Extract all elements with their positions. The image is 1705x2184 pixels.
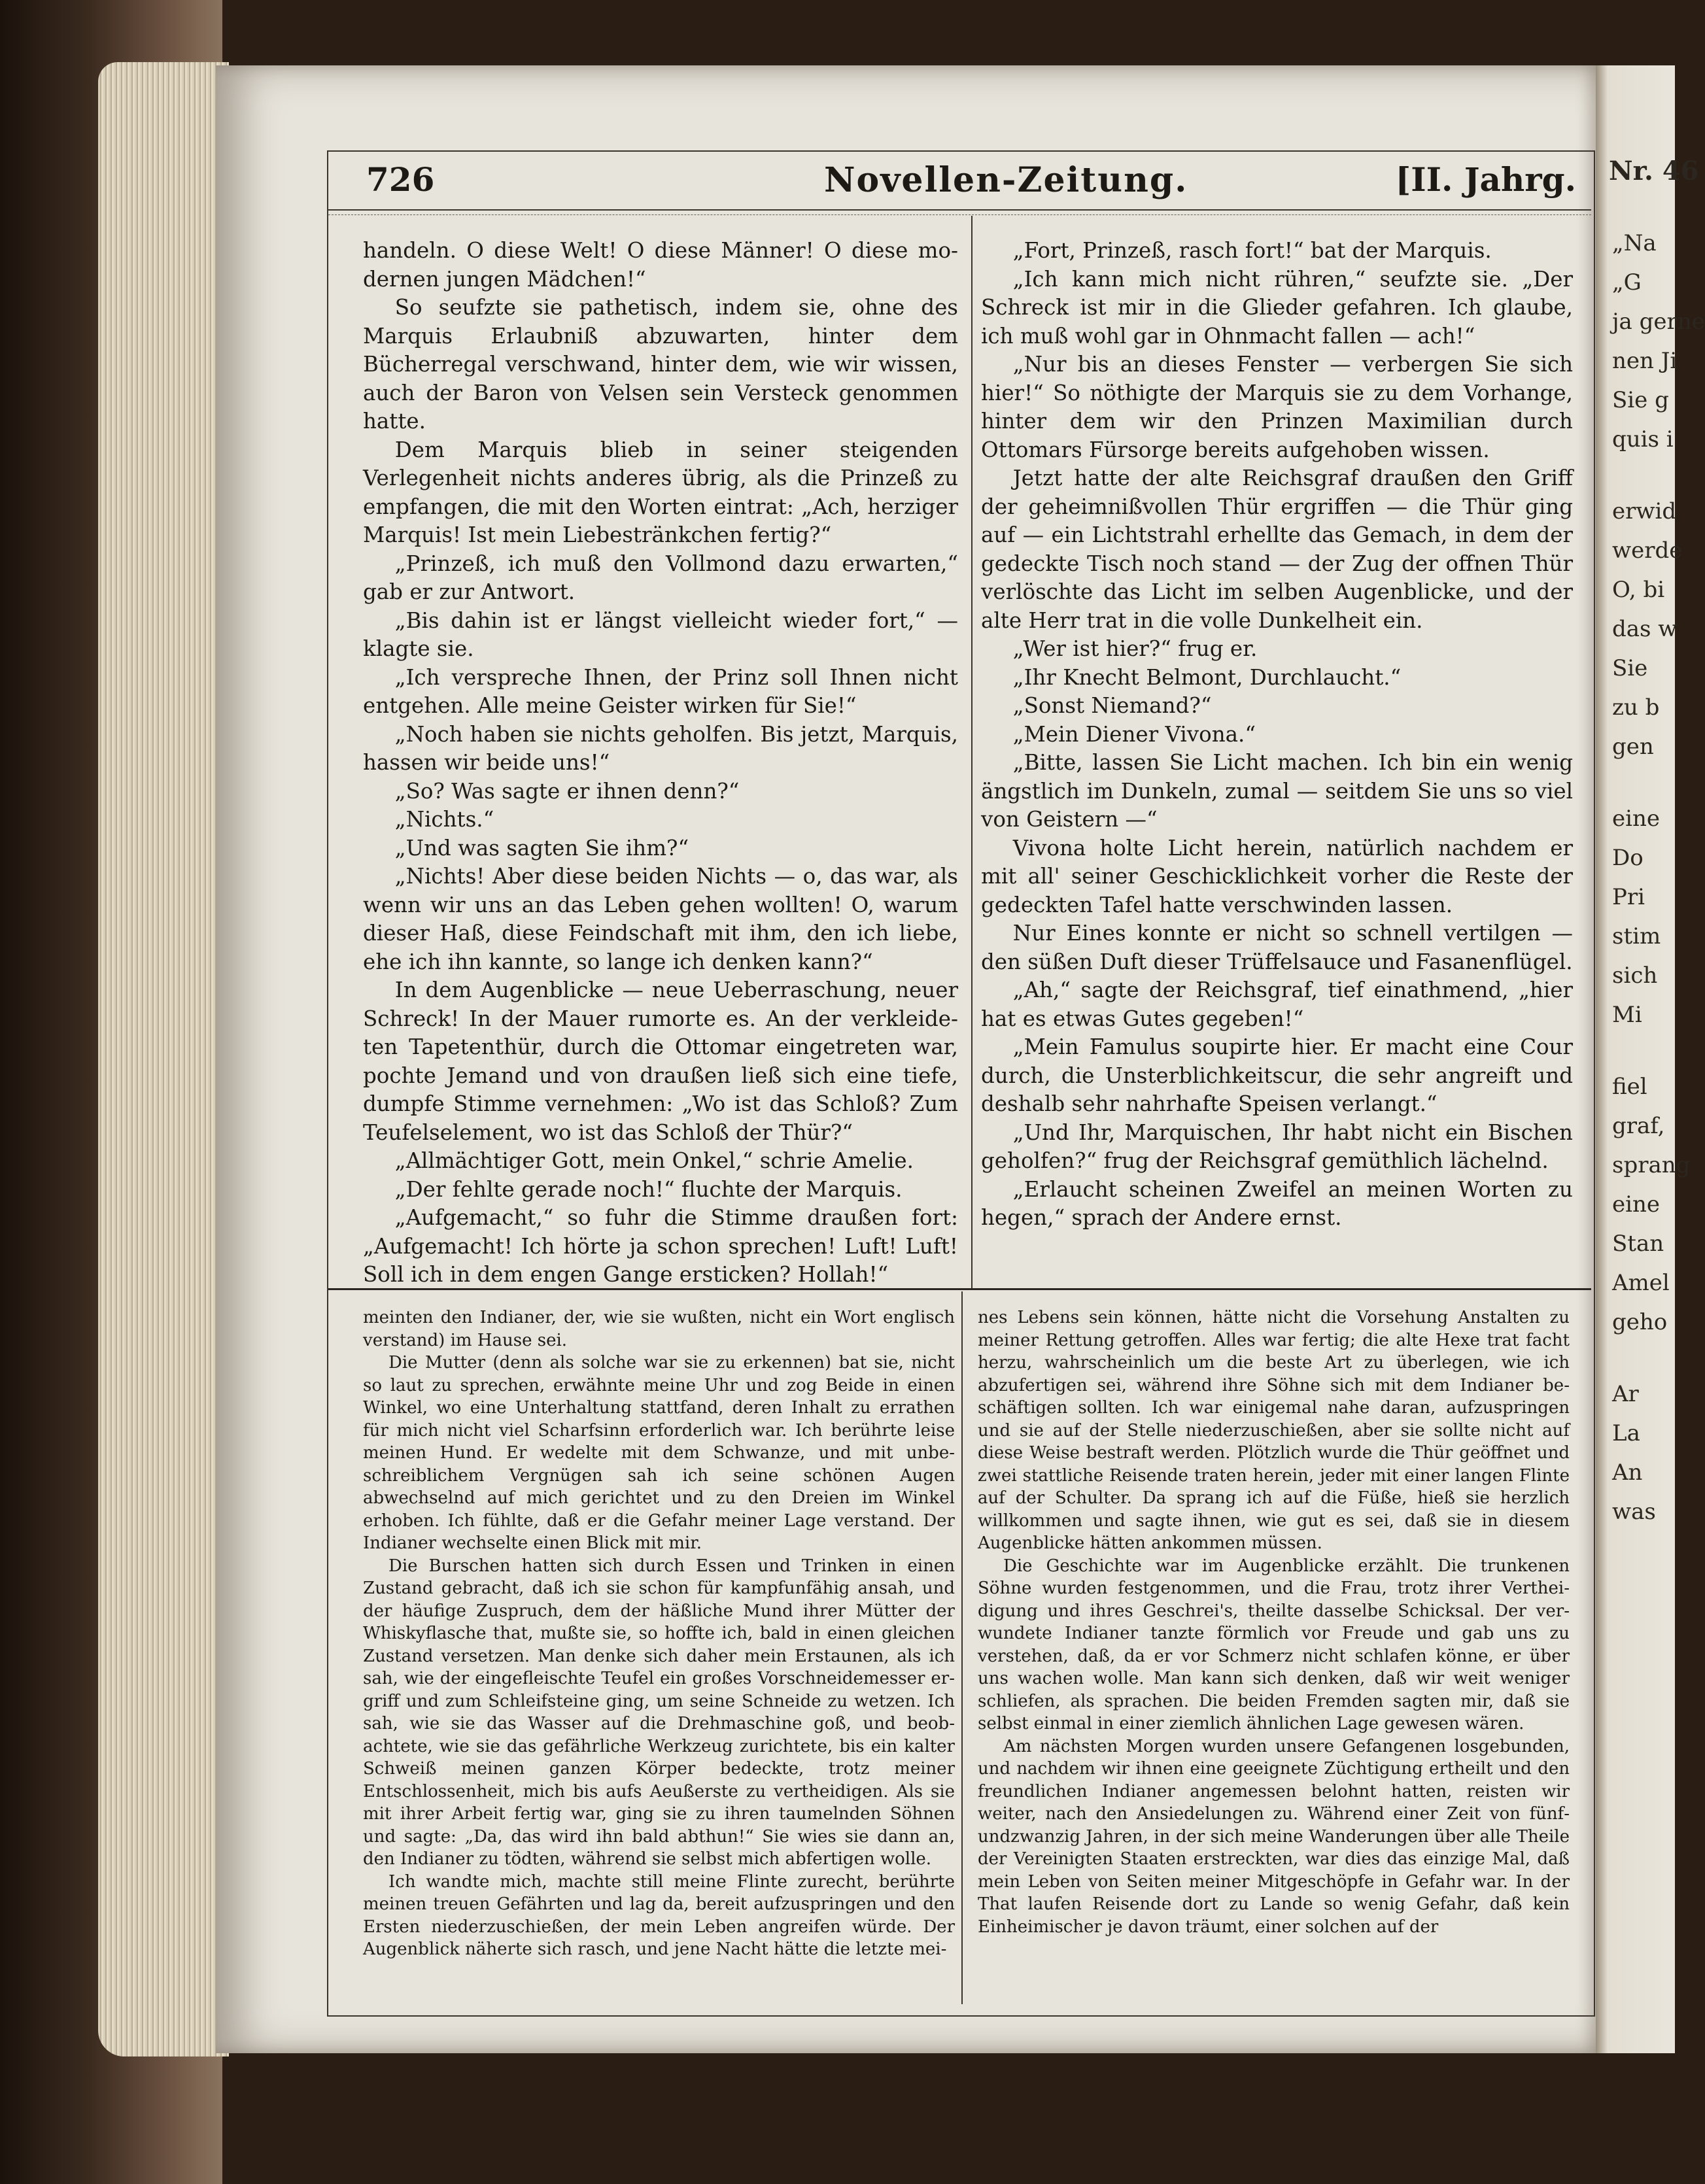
paragraph: „Wer ist hier?“ frug er. [1012,636,1258,661]
lower-left-column [363,1306,955,1961]
next-page-fragment: O, bi [1612,577,1665,603]
paragraph: „Der fehlte gerade noch!“ fluchte der Marquis. [394,1176,903,1202]
paragraph: „Und was sagten Sie ihm?“ [394,835,689,861]
paragraph: Jetzt hatte der alte Reichsgraf draußen den Griff der geheimnißvollen Thür ergriffen — die Thür ging auf — ein Lichtstrahl erhellte das Gemach, in dem der gedeckte Tisch noch stand — der Zug der offnen Thür verlöschte das Licht im selben Augenblicke, und der alte Herr trat in die volle Dunkelheit ein. [981,466,1573,633]
next-page-header: Nr. 46 [1609,156,1699,186]
next-page-fragment: graf, [1612,1113,1665,1139]
next-page-fragment: nen Ji [1612,348,1678,374]
paragraph: „Nur bis an dieses Fenster — verbergen Sie sich hier!“ So nöthigte der Marquis sie zu dem Vorhange, hinter dem wir den Prinzen Maximilian durch Ottomars Fürsorge bereits aufgehoben wissen. [981,352,1573,462]
next-page-fragment: sich [1612,963,1658,989]
journal-title: Novellen-Zeitung. [824,160,1188,200]
next-page-fragment: das w [1612,616,1678,642]
upper-column-divider [971,216,973,1288]
next-page-fragment: Mi [1612,1002,1642,1028]
next-page-fragment: Ar [1612,1381,1639,1407]
page-number: 726 [366,160,435,199]
next-page-fragment: was [1612,1499,1656,1525]
next-page-fragment: eine [1612,806,1661,832]
paragraph: „Erlaucht scheinen Zweifel an meinen Worten zu hegen,“ sprach der Andere ernst. [981,1176,1573,1230]
next-page-fragment: An [1612,1459,1643,1486]
paragraph: „Nichts.“ [394,807,494,832]
next-page-edge [1596,65,1705,2053]
paragraph: Dem Marquis blieb in seiner steigenden Verlegenheit nichts anderes übrig, als die Prinzeß zu empfangen, die mit den Worten eintrat: „Ach, herziger Marquis! Ist mein Liebestränkchen fertig?“ [363,437,958,547]
next-page-fragment: eine [1612,1191,1661,1218]
paragraph: „Ich verspreche Ihnen, der Prinz soll Ihnen nicht entgehen. Alle meine Geister wirken für Sie!“ [363,664,958,718]
paragraph: Am nächsten Morgen wurden unsere Gefangenen losgebunden, und nachdem wir ihnen eine geeignete Züchtigung ertheilt und den freundlichen Indianer angemessen belohnt hatten, reisten wir weiter, nach den Ansiedelungen zu. Während einer Zeit von fünfundzwanzig Jahren, in der sich meine Wanderungen über alle Theile der Vereinigten Staaten erstreckten, war dies das einzige Mal, daß mein Leben von Seiten meiner Mitgeschöpfe in Gefahr war. In der That laufen Reisende dort zu Lande so wenig Gefahr, daß kein Einheimischer je davon träumt, einer solchen auf der [978,1736,1570,1937]
next-page-fragment: La [1612,1420,1640,1446]
page-edges [98,62,229,2056]
next-page-fragment: Pri [1612,884,1645,910]
paragraph: „Mein Famulus soupirte hier. Er macht eine Cour durch, die Unsterblichkeitscur, die sehr angreift und deshalb sehr nahrhafte Speisen verlangt.“ [981,1034,1573,1116]
paragraph: handeln. O diese Welt! O diese Männer! O diese modernen jungen Mädchen!“ [363,238,958,292]
upper-right-column [981,237,1573,1233]
next-page-fragment: Stan [1612,1231,1664,1257]
paragraph: „Ich kann mich nicht rühren,“ seufzte sie. „Der Schreck ist mir in die Glieder gefahren. Ich glaube, ich muß wohl gar in Ohnmacht fallen — ach!“ [981,266,1573,349]
next-page-fragment: „Na [1612,230,1657,256]
next-page-fragment: sprang [1612,1152,1691,1178]
next-page-fragment: quis i [1612,426,1674,452]
paragraph: Ich wandte mich, machte still meine Flinte zurecht, berührte meinen treuen Gefährten und lag da, bereit aufzuspringen und den Ersten niederzuschießen, der mein Leben angreifen würde. Der Augenblick näherte sich rasch, und jene Nacht hätte die letzte mei- [363,1871,955,1959]
paragraph: Nur Eines konnte er nicht so schnell vertilgen — den süßen Duft dieser Trüffelsauce und Fasanenflügel. [981,921,1573,974]
paragraph: „Prinzeß, ich muß den Vollmond dazu erwarten,“ gab er zur Antwort. [363,551,958,604]
next-page-fragment: Do [1612,845,1644,871]
upper-left-column [363,237,958,1289]
page-header [340,160,1583,206]
lower-column-divider [961,1291,963,2004]
next-page-fragment: werde [1612,537,1683,564]
paragraph: „Fort, Prinzeß, rasch fort!“ bat der Marquis. [1012,238,1492,263]
paragraph: „So? Was sagte er ihnen denn?“ [394,778,740,804]
paragraph: „Allmächtiger Gott, mein Onkel,“ schrie Amelie. [394,1148,914,1173]
next-page-fragment: zu b [1612,694,1660,721]
next-page-fragment: Sie [1612,655,1648,681]
paragraph: Die Geschichte war im Augenblicke erzählt. Die trunkenen Söhne wurden festgenommen, und die Frau, trotz ihrer Vertheidigung und ihres Geschrei's, theilte dasselbe Schicksal. Der verwundete Indianer tanzte förmlich vor Freude und gab uns zu verstehen, daß, da er vor Schmerz nicht schlafen könne, er über uns wachen wolle. Man kann sich denken, daß wir weit weniger schliefen, als sprachen. Die beiden Fremden sagten mir, daß sie selbst einmal in einer ziemlich ähnlichen Lage gewesen wären. [978,1556,1570,1733]
next-page-fragment: Amel [1612,1270,1670,1296]
paragraph: „Bis dahin ist er längst vielleicht wieder fort,“ — klagte sie. [363,607,958,661]
volume-label: [II. Jahrg. [1395,160,1576,199]
next-page-fragment: gen [1612,734,1654,760]
paragraph: „Noch haben sie nichts geholfen. Bis jetzt, Marquis, hassen wir beide uns!“ [363,721,958,775]
paragraph: So seufzte sie pathetisch, indem sie, ohne des Marquis Erlaubniß abzuwarten, hinter dem Bücherregal verschwand, hinter dem, wie wir wissen, auch der Baron von Velsen sein Versteck genommen hatte. [363,295,958,434]
paragraph: Die Mutter (denn als solche war sie zu erkennen) bat sie, nicht so laut zu sprechen, erwähnte meine Uhr und zog Beide in einen Winkel, wo eine Unterhaltung stattfand, deren Inhalt zu errathen für mich nicht viel Scharfsinn erforderlich war. Ich berührte leise meinen Hund. Er wedelte mit dem Schwanze, und mit unbeschreiblichem Vergnügen sah ich seine schönen Augen abwechselnd auf mich gerichtet und zu den Dreien im Winkel erhoben. Ich fühlte, daß er die Gefahr meiner Lage verstand. Der Indianer wechselte einen Blick mit mir. [363,1353,955,1553]
paragraph: Die Burschen hatten sich durch Essen und Trinken in einen Zustand gebracht, daß ich sie schon für kampfunfähig ansah, und der häufige Zuspruch, dem der häßliche Mund ihrer Mütter der Whiskyflasche that, mußte sie, so hoffte ich, bald in einen gleichen Zustand versetzen. Man denke sich daher mein Erstaunen, als ich sah, wie der eingefleischte Teufel ein großes Vorschneidemesser ergriff und zum Schleifsteine ging, um seine Schneide zu wetzen. Ich sah, wie sie das Wasser auf die Drehmaschine goß, und beobachtete, wie sie das gefährliche Werkzeug zurichtete, bis ein kalter Schweiß meinen ganzen Körper bedeckte, trotz meiner Entschlossenheit, mich bis aufs Aeußerste zu vertheidigen. Als sie mit ihrer Arbeit fertig war, ging sie zu ihren taumelnden Söhnen und sagte: „Da, das wird ihn bald abthun!“ Sie wies sie dann an, den Indianer zu tödten, während sie selbst mich abfertigen wolle. [363,1556,955,1869]
paragraph: „Bitte, lassen Sie Licht machen. Ich bin ein wenig ängstlich im Dunkeln, zumal — seitdem Sie uns so viel von Geistern —“ [981,750,1573,832]
next-page-fragment: stim [1612,923,1661,949]
next-page-fragment: ja gerne [1612,309,1705,335]
paragraph: „Und Ihr, Marquischen, Ihr habt nicht ein Bischen geholfen?“ frug der Reichsgraf gemüthlich lächelnd. [981,1119,1573,1173]
next-page-fragment: Sie g [1612,387,1669,413]
paragraph: „Sonst Niemand?“ [1012,693,1212,718]
lower-right-column [978,1306,1570,1938]
paragraph: nes Lebens sein können, hätte nicht die Vorsehung Anstalten zu meiner Rettung getroffen. Alles war fertig; die alte Hexe trat facht herzu, wahrscheinlich um die beste Art zu überlegen, wie ich abzufertigen sei, während ihre Söhne sich mit dem Indianer beschäftigen sollten. Ich war einigemal nahe daran, aufzuspringen und sie auf der Stelle niederzuschießen, aber sie sollte nicht auf diese Weise bestraft werden. Plötzlich wurde die Thür geöffnet und zwei stattliche Reisende traten herein, jeder mit einer langen Flinte auf der Schulter. Da sprang ich auf die Füße, hieß sie herzlich willkommen und sagte ihnen, wie gut es sei, daß sie in diesem Augenblicke hätten ankommen müssen. [978,1308,1570,1553]
paragraph: In dem Augenblicke — neue Ueberraschung, neuer Schreck! In der Mauer rumorte es. An der verkleideten Tapetenthür, durch die Ottomar eingetreten war, pochte Jemand und von draußen ließ sich eine tiefe, dumpfe Stimme vernehmen: „Wo ist das Schloß? Zum Teufelselement, wo ist das Schloß der Thür?“ [363,978,958,1145]
paragraph: meinten den Indianer, der, wie sie wußten, nicht ein Wort englisch verstand) im Hause sei. [363,1308,955,1350]
next-page-fragment: geho [1612,1309,1668,1335]
header-rule [328,209,1591,215]
paragraph: „Ihr Knecht Belmont, Durchlaucht.“ [1012,664,1402,690]
paragraph: „Nichts! Aber diese beiden Nichts — o, das war, als wenn wir uns an das Leben gehen wollten! O, warum dieser Haß, diese Feindschaft mit ihm, den ich liebe, ehe ich ihn kannte, so lange ich denken kann?“ [363,864,958,974]
paragraph: „Mein Diener Vivona.“ [1012,721,1256,747]
next-page-fragment: erwid [1612,498,1677,524]
next-page-fragment: fiel [1612,1074,1647,1100]
next-page-fragment: „G [1612,269,1642,296]
paragraph: Vivona holte Licht herein, natürlich nachdem er mit all' seiner Geschicklichkeit vorher die Reste der gedeckten Tafel hatte verschwinden lassen. [981,835,1573,917]
paragraph: „Ah,“ sagte der Reichsgraf, tief einathmend, „hier hat es etwas Gutes gegeben!“ [981,978,1573,1031]
paragraph: „Aufgemacht,“ so fuhr die Stimme draußen fort: „Aufgemacht! Ich hörte ja schon sprechen! Luft! Luft! Soll ich in dem engen Gange ersticken? Hollah!“ [363,1205,958,1287]
